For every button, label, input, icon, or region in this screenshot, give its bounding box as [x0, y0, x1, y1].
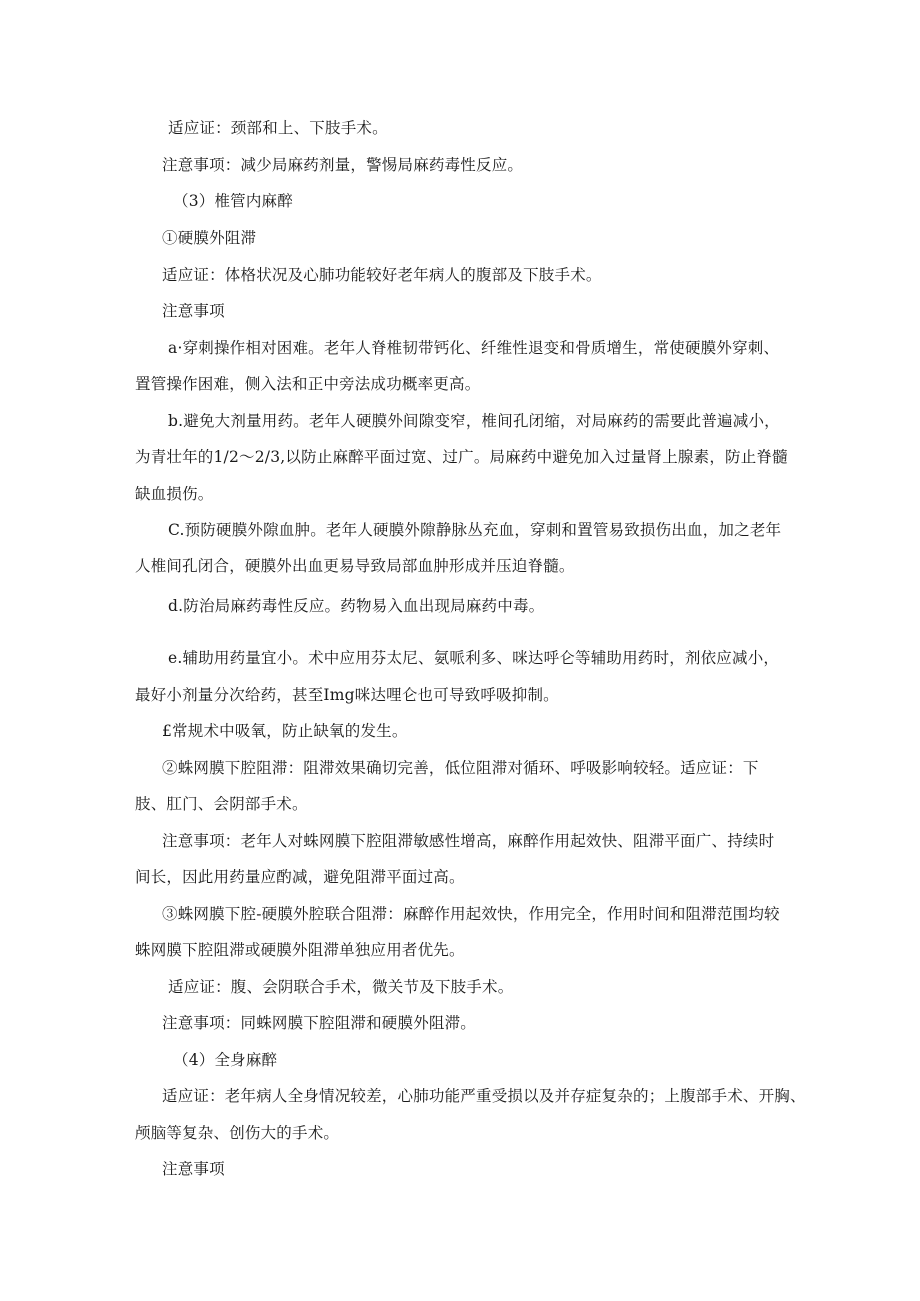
text-line: 置管操作困难，侧入法和正中旁法成功概率更高。 [135, 375, 481, 393]
section-heading: （3）椎管内麻醉 [173, 192, 293, 210]
text-line: 肢、肛门、会阴部手术。 [135, 795, 308, 813]
text-line: 缺血损伤。 [135, 485, 214, 503]
subsection-heading: ①硬膜外阻滞 [162, 229, 257, 247]
text-line: b.避免大剂量用药。老年人硬膜外间隙变窄，椎间孔闭缩，对局麻药的需要此普遍减小， [168, 412, 780, 430]
text-line: ②蛛网膜下腔阻滞：阻滞效果确切完善，低位阻滞对循环、呼吸影响较轻。适应证：下 [162, 759, 759, 777]
text-line: 蛛网膜下腔阻滞或硬膜外阻滞单独应用者优先。 [135, 941, 465, 959]
text-line: 注意事项 [162, 1160, 225, 1178]
text-line: 颅脑等复杂、创伤大的手术。 [135, 1124, 340, 1142]
text-line: C.预防硬膜外隙血肿。老年人硬膜外隙静脉丛充血，穿刺和置管易致损伤出血，加之老年 [168, 521, 782, 539]
text-line: a·穿刺操作相对困难。老年人脊椎韧带钙化、纤维性退变和骨质增生，常使硬膜外穿刺、 [168, 339, 780, 357]
text-line: £常规术中吸氧，防止缺氧的发生。 [162, 722, 408, 740]
text-line: 最好小剂量分次给药，甚至Img咪达哩仑也可导致呼吸抑制。 [135, 686, 559, 704]
text-line: 人椎间孔闭合，硬膜外出血更易导致局部血肿形成并压迫脊髓。 [135, 557, 575, 575]
text-line: 注意事项：减少局麻药剂量，警惕局麻药毒性反应。 [162, 156, 524, 174]
text-line: d.防治局麻药毒性反应。药物易入血出现局麻药中毒。 [168, 597, 545, 615]
text-line: 适应证：颈部和上、下肢手术。 [168, 119, 388, 137]
text-line: 注意事项：老年人对蛛网膜下腔阻滞敏感性增高，麻醉作用起效快、阻滞平面广、持续时 [162, 832, 775, 850]
text-line: ③蛛网膜下腔-硬膜外腔联合阻滞：麻醉作用起效快，作用完全，作用时间和阻滞范围均较 [162, 905, 780, 923]
text-line: 为青壮年的1/2～2/3,以防止麻醉平面过宽、过广。局麻药中避免加入过量肾上腺素，防止脊髓 [135, 448, 788, 466]
text-line: 适应证：老年病人全身情况较差，心肺功能严重受损以及并存症复杂的；上腹部手术、开胸、 [162, 1087, 806, 1105]
section-heading: （4）全身麻醉 [173, 1051, 278, 1069]
text-line: 适应证：体格状况及心肺功能较好老年病人的腹部及下肢手术。 [162, 266, 602, 284]
text-line: e.辅助用药量宜小。术中应用芬太尼、氨哌利多、咪达呼仑等辅助用药时，剂依应减小， [168, 649, 780, 667]
text-line: 注意事项：同蛛网膜下腔阻滞和硬膜外阻滞。 [162, 1014, 477, 1032]
text-line: 间长，因此用药量应酌减，避免阻滞平面过高。 [135, 868, 465, 886]
text-line: 注意事项 [162, 302, 225, 320]
text-line: 适应证：腹、会阴联合手术，微关节及下肢手术。 [168, 978, 514, 996]
